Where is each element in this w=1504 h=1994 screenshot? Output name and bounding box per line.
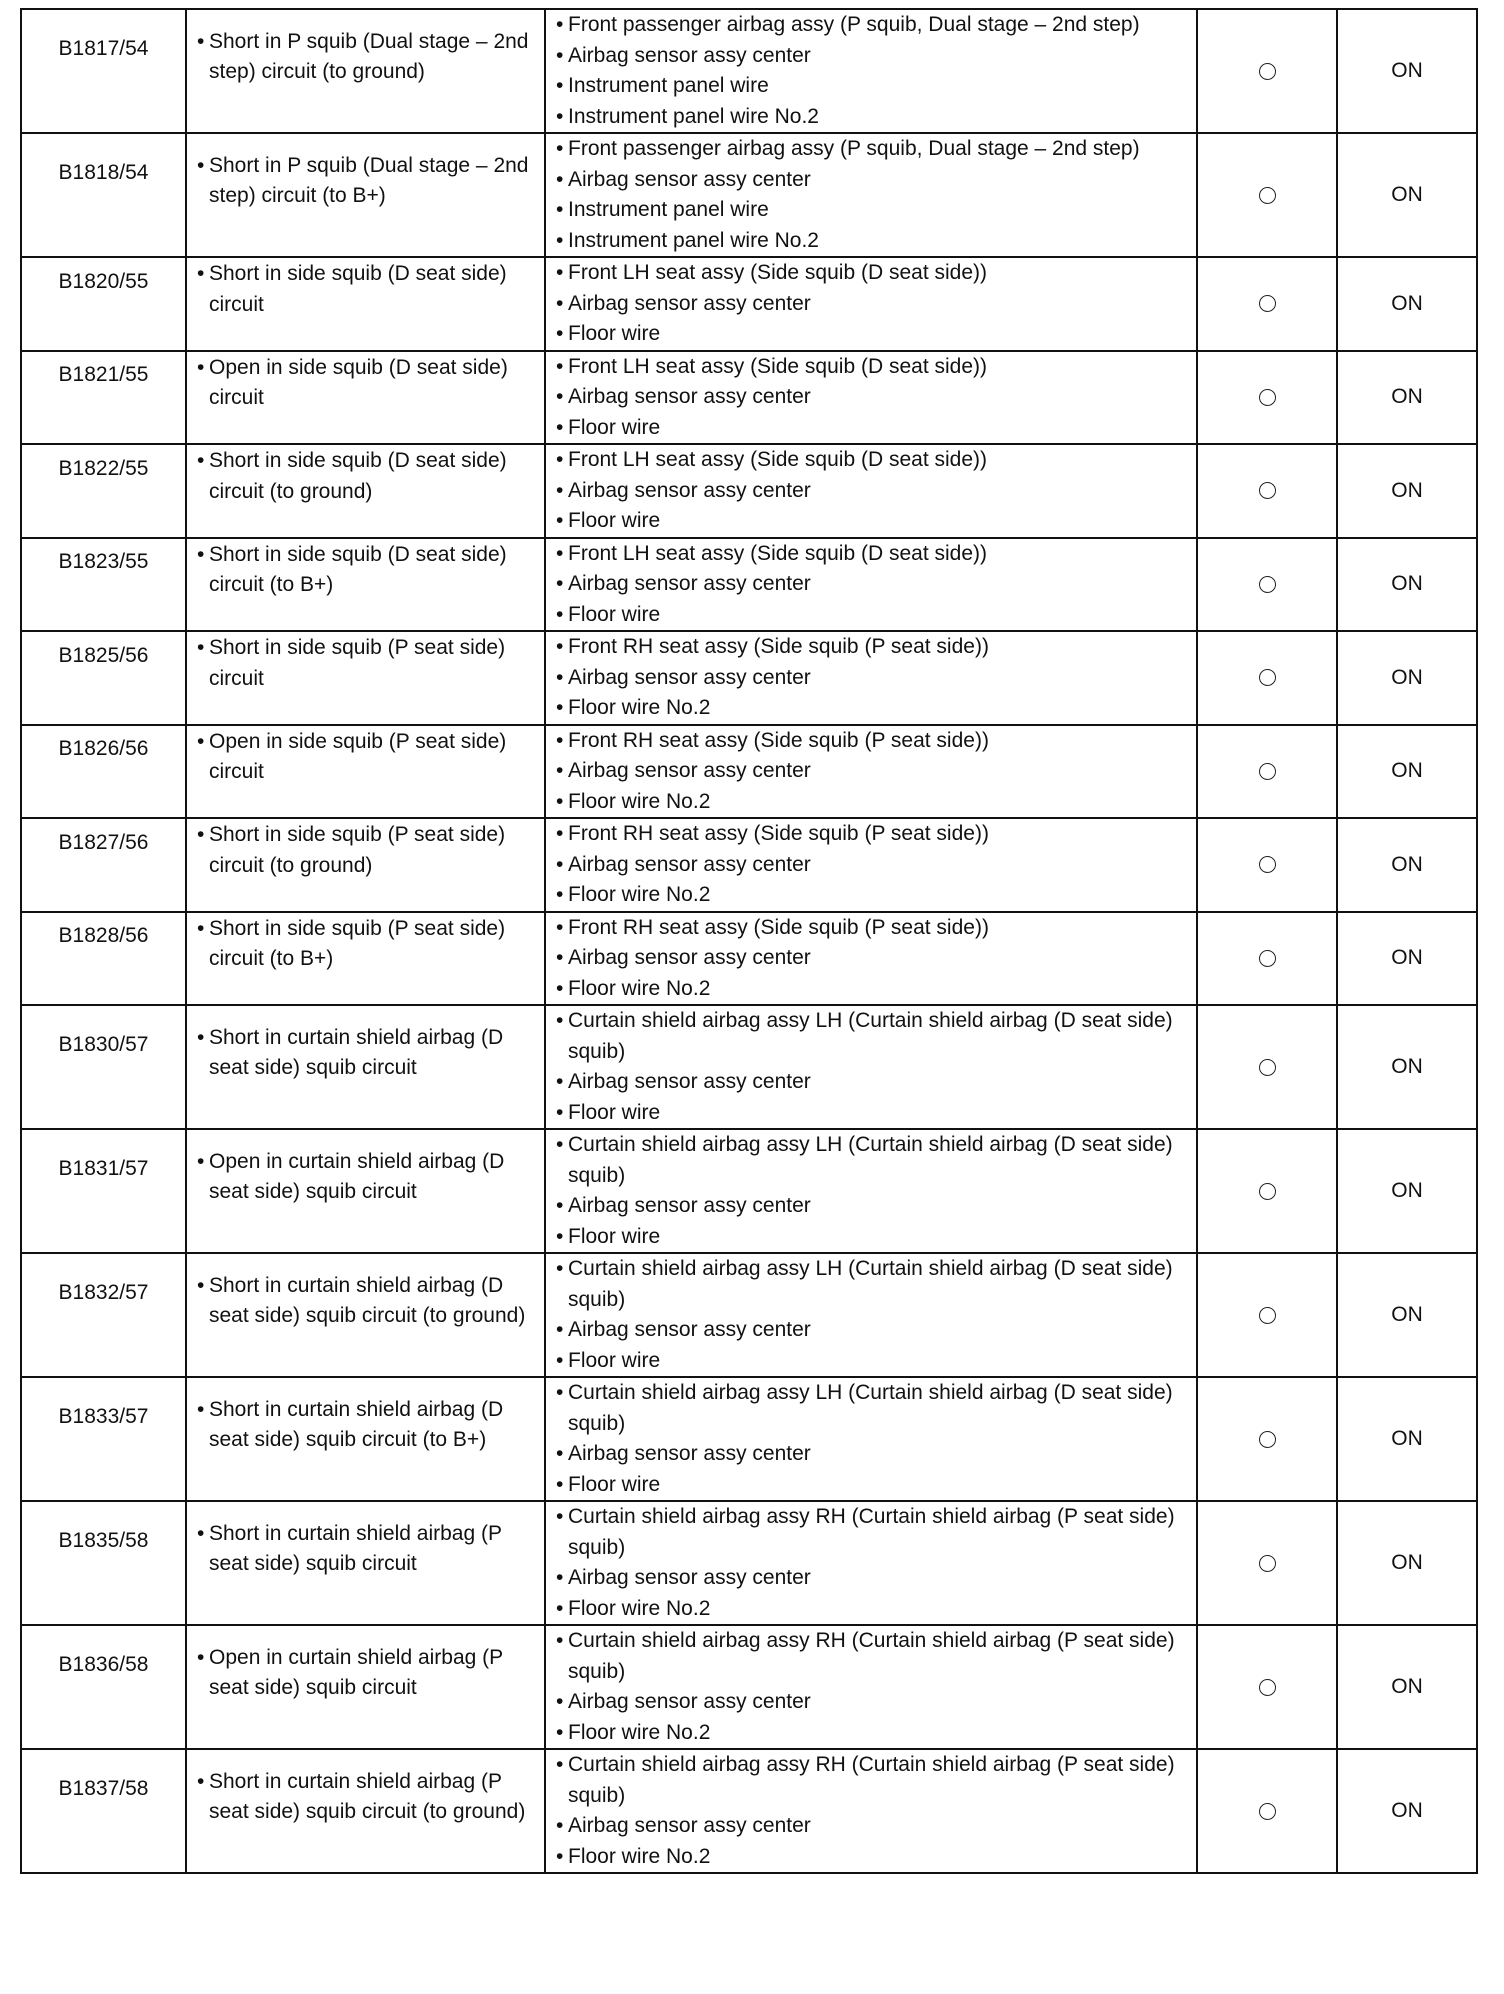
detection-list [197,151,534,240]
trouble-area-list [556,258,1186,350]
memory-value: ON [1391,58,1423,82]
dtc-code-cell [21,631,186,725]
detection-item-cell [186,631,545,725]
dtc-code-cell [21,725,186,819]
memory-cell [1337,725,1477,819]
table-row [21,1129,1477,1253]
trouble-area-item: • Airbag sensor assy center [556,41,1186,72]
detection-item-cell [186,1749,545,1873]
detection-list [197,820,534,909]
trouble-area-item: • Curtain shield airbag assy LH (Curtain shield airbag (D seat side) squib) [556,1006,1186,1067]
trouble-area-cell [545,818,1197,912]
trouble-area-list [556,1130,1186,1252]
table-row [21,1625,1477,1749]
detection-item-cell [186,351,545,445]
trouble-area-item: • Floor wire [556,319,1186,350]
memory-value: ON [1391,665,1423,689]
trouble-area-cell [545,631,1197,725]
trouble-area-item: • Front LH seat assy (Side squib (D seat side)) [556,539,1186,570]
trouble-area-item: • Airbag sensor assy center [556,1687,1186,1718]
trouble-area-item: • Airbag sensor assy center [556,663,1186,694]
dtc-code: B1830/57 [58,1032,149,1056]
circle-mark-icon [1259,1803,1276,1820]
dtc-code-cell [21,818,186,912]
memory-cell [1337,1377,1477,1501]
table-row [21,1005,1477,1129]
table-row [21,538,1477,632]
trouble-area-item: • Airbag sensor assy center [556,476,1186,507]
trouble-area-cell [545,444,1197,538]
trouble-area-item: • Airbag sensor assy center [556,1563,1186,1594]
dtc-code: B1825/56 [58,643,149,667]
memory-cell [1337,133,1477,257]
trouble-area-list [556,1254,1186,1376]
detection-list [197,633,534,722]
trouble-area-item: • Airbag sensor assy center [556,850,1186,881]
memory-cell [1337,538,1477,632]
detection-item-cell [186,818,545,912]
memory-cell [1337,1129,1477,1253]
trouble-area-list [556,1006,1186,1128]
dtc-code: B1820/55 [58,269,149,293]
memory-value: ON [1391,385,1423,408]
dtc-code: B1827/56 [58,830,149,854]
dtc-code: B1836/58 [58,1652,149,1676]
trouble-area-item: • Floor wire No.2 [556,787,1186,818]
detection-list [197,353,534,442]
dtc-code: B1817/54 [58,36,149,60]
trouble-area-item: • Curtain shield airbag assy RH (Curtain shield airbag (P seat side) squib) [556,1502,1186,1563]
dtc-code-cell [21,1377,186,1501]
memory-value: ON [1391,1550,1423,1574]
trouble-area-cell [545,1005,1197,1129]
trouble-area-item: • Floor wire No.2 [556,880,1186,911]
detection-item: • Short in curtain shield airbag (P seat side) squib circuit [197,1519,534,1580]
detection-list [197,1519,534,1608]
circle-mark-icon [1259,482,1276,499]
trouble-area-item: • Instrument panel wire [556,195,1186,226]
warning-light-cell [1197,912,1337,1006]
table-row [21,444,1477,538]
dtc-code-cell [21,1253,186,1377]
memory-cell [1337,912,1477,1006]
trouble-area-item: • Curtain shield airbag assy LH (Curtain shield airbag (D seat side) squib) [556,1130,1186,1191]
dtc-code-cell [21,9,186,133]
circle-mark-icon [1259,763,1276,780]
warning-light-cell [1197,725,1337,819]
trouble-area-item: • Floor wire [556,1470,1186,1501]
trouble-area-item: • Floor wire [556,1222,1186,1253]
table-row [21,818,1477,912]
memory-value: ON [1391,852,1423,876]
memory-value: ON [1391,1054,1423,1078]
memory-cell [1337,351,1477,445]
table-row [21,1501,1477,1625]
warning-light-cell [1197,818,1337,912]
warning-light-cell [1197,1749,1337,1873]
memory-cell [1337,9,1477,133]
trouble-area-item: • Instrument panel wire [556,71,1186,102]
circle-mark-icon [1259,576,1276,593]
circle-mark-icon [1259,389,1276,406]
table-row [21,1377,1477,1501]
circle-mark-icon [1259,187,1276,204]
memory-cell [1337,1749,1477,1873]
trouble-area-item: • Floor wire No.2 [556,1594,1186,1625]
dtc-code-cell [21,257,186,351]
trouble-area-item: • Front RH seat assy (Side squib (P seat side)) [556,819,1186,850]
circle-mark-icon [1259,856,1276,873]
trouble-area-item: • Front LH seat assy (Side squib (D seat side)) [556,445,1186,476]
trouble-area-item: • Front RH seat assy (Side squib (P seat side)) [556,913,1186,944]
trouble-area-cell [545,257,1197,351]
detection-item-cell [186,1253,545,1377]
memory-cell [1337,1253,1477,1377]
detection-item: • Open in curtain shield airbag (P seat side) squib circuit [197,1643,534,1704]
dtc-code: B1833/57 [58,1404,149,1428]
trouble-area-item: • Floor wire No.2 [556,974,1186,1005]
detection-list [197,1767,534,1856]
dtc-code-cell [21,444,186,538]
circle-mark-icon [1259,1307,1276,1324]
detection-item: • Short in side squib (P seat side) circuit (to B+) [197,914,534,975]
detection-item-cell [186,912,545,1006]
memory-value: ON [1391,759,1423,782]
dtc-table-body [21,9,1477,1873]
detection-item-cell [186,1501,545,1625]
memory-value: ON [1391,1798,1423,1822]
dtc-code: B1821/55 [58,363,149,386]
trouble-area-item: • Front LH seat assy (Side squib (D seat side)) [556,258,1186,289]
detection-item-cell [186,725,545,819]
dtc-code-cell [21,1749,186,1873]
trouble-area-list [556,1502,1186,1624]
detection-item: • Short in P squib (Dual stage – 2nd step) circuit (to ground) [197,27,534,88]
warning-light-cell [1197,1625,1337,1749]
trouble-area-cell [545,725,1197,819]
table-row [21,725,1477,819]
trouble-area-list [556,539,1186,631]
trouble-area-item: • Curtain shield airbag assy LH (Curtain shield airbag (D seat side) squib) [556,1254,1186,1315]
warning-light-cell [1197,1501,1337,1625]
detection-item: • Open in curtain shield airbag (D seat side) squib circuit [197,1147,534,1208]
memory-value: ON [1391,1178,1423,1202]
detection-list [197,914,534,1003]
warning-light-cell [1197,1005,1337,1129]
detection-list [197,1395,534,1484]
trouble-area-cell [545,1749,1197,1873]
memory-value: ON [1391,1674,1423,1698]
trouble-area-item: • Airbag sensor assy center [556,943,1186,974]
table-row [21,912,1477,1006]
detection-item: • Short in curtain shield airbag (P seat side) squib circuit (to ground) [197,1767,534,1828]
trouble-area-cell [545,1253,1197,1377]
detection-list [197,540,534,629]
table-row [21,133,1477,257]
dtc-code: B1823/55 [58,550,149,573]
warning-light-cell [1197,9,1337,133]
table-row [21,257,1477,351]
warning-light-cell [1197,631,1337,725]
trouble-area-item: • Airbag sensor assy center [556,1439,1186,1470]
warning-light-cell [1197,1129,1337,1253]
detection-item: • Short in curtain shield airbag (D seat side) squib circuit [197,1023,534,1084]
dtc-code: B1822/55 [58,456,149,480]
warning-light-cell [1197,351,1337,445]
trouble-area-item: • Airbag sensor assy center [556,289,1186,320]
memory-cell [1337,1005,1477,1129]
trouble-area-cell [545,1501,1197,1625]
dtc-code-cell [21,1625,186,1749]
dtc-code-cell [21,1005,186,1129]
dtc-code: B1837/58 [58,1776,149,1800]
trouble-area-list [556,632,1186,724]
detection-list [197,1147,534,1236]
trouble-area-item: • Floor wire [556,600,1186,631]
trouble-area-item: • Floor wire [556,413,1186,444]
memory-cell [1337,1501,1477,1625]
memory-value: ON [1391,182,1423,206]
memory-cell [1337,257,1477,351]
table-row [21,9,1477,133]
trouble-area-cell [545,133,1197,257]
trouble-area-cell [545,1129,1197,1253]
memory-cell [1337,1625,1477,1749]
trouble-area-list [556,913,1186,1005]
trouble-area-item: • Airbag sensor assy center [556,569,1186,600]
detection-list [197,727,534,816]
dtc-code: B1832/57 [58,1280,149,1304]
memory-value: ON [1391,1302,1423,1326]
detection-item: • Short in side squib (D seat side) circuit (to B+) [197,540,534,601]
detection-list [197,27,534,116]
trouble-area-cell [545,351,1197,445]
detection-item: • Open in side squib (P seat side) circuit [197,727,534,788]
circle-mark-icon [1259,1431,1276,1448]
memory-cell [1337,631,1477,725]
trouble-area-list [556,445,1186,537]
trouble-area-item: • Floor wire No.2 [556,1718,1186,1749]
memory-value: ON [1391,572,1423,595]
detection-list [197,1271,534,1360]
warning-light-cell [1197,538,1337,632]
trouble-area-item: • Floor wire No.2 [556,1842,1186,1873]
trouble-area-item: • Airbag sensor assy center [556,756,1186,787]
trouble-area-cell [545,9,1197,133]
circle-mark-icon [1259,295,1276,312]
detection-item-cell [186,1005,545,1129]
circle-mark-icon [1259,1059,1276,1076]
dtc-code: B1818/54 [58,160,149,184]
detection-item: • Short in side squib (P seat side) circuit (to ground) [197,820,534,881]
trouble-area-item: • Curtain shield airbag assy RH (Curtain shield airbag (P seat side) squib) [556,1750,1186,1811]
circle-mark-icon [1259,669,1276,686]
memory-cell [1337,444,1477,538]
trouble-area-item: • Airbag sensor assy center [556,1067,1186,1098]
dtc-code: B1831/57 [58,1156,149,1180]
detection-list [197,1023,534,1112]
trouble-area-item: • Curtain shield airbag assy RH (Curtain shield airbag (P seat side) squib) [556,1626,1186,1687]
trouble-area-cell [545,1377,1197,1501]
memory-value: ON [1391,946,1423,969]
trouble-area-item: • Instrument panel wire No.2 [556,226,1186,257]
trouble-area-item: • Front RH seat assy (Side squib (P seat side)) [556,632,1186,663]
circle-mark-icon [1259,1183,1276,1200]
circle-mark-icon [1259,1555,1276,1572]
memory-cell [1337,818,1477,912]
trouble-area-item: • Floor wire No.2 [556,693,1186,724]
trouble-area-list [556,1378,1186,1500]
trouble-area-cell [545,538,1197,632]
detection-item: • Short in P squib (Dual stage – 2nd step) circuit (to B+) [197,151,534,212]
trouble-area-item: • Instrument panel wire No.2 [556,102,1186,133]
detection-item-cell [186,1377,545,1501]
detection-list [197,1643,534,1732]
trouble-area-item: • Front LH seat assy (Side squib (D seat side)) [556,352,1186,383]
dtc-code-cell [21,538,186,632]
dtc-code-cell [21,1129,186,1253]
trouble-area-item: • Floor wire [556,506,1186,537]
detection-list [197,446,534,535]
warning-light-cell [1197,133,1337,257]
trouble-area-item: • Airbag sensor assy center [556,1811,1186,1842]
dtc-code-cell [21,912,186,1006]
circle-mark-icon [1259,1679,1276,1696]
warning-light-cell [1197,257,1337,351]
detection-item: • Short in curtain shield airbag (D seat side) squib circuit (to ground) [197,1271,534,1332]
trouble-area-item: • Floor wire [556,1346,1186,1377]
table-row [21,631,1477,725]
trouble-area-list [556,1626,1186,1748]
trouble-area-item: • Airbag sensor assy center [556,165,1186,196]
trouble-area-cell [545,912,1197,1006]
trouble-area-list [556,10,1186,132]
detection-item: • Short in side squib (P seat side) circuit [197,633,534,694]
trouble-area-list [556,352,1186,444]
detection-item-cell [186,1625,545,1749]
warning-light-cell [1197,444,1337,538]
detection-item: • Short in curtain shield airbag (D seat side) squib circuit (to B+) [197,1395,534,1456]
circle-mark-icon [1259,950,1276,967]
dtc-code: B1826/56 [58,737,149,760]
detection-item-cell [186,9,545,133]
dtc-code: B1835/58 [58,1528,149,1552]
warning-light-cell [1197,1377,1337,1501]
detection-item: • Open in side squib (D seat side) circuit [197,353,534,414]
warning-light-cell [1197,1253,1337,1377]
trouble-area-list [556,819,1186,911]
trouble-area-item: • Front RH seat assy (Side squib (P seat side)) [556,726,1186,757]
table-row [21,1749,1477,1873]
dtc-table [20,8,1478,1874]
trouble-area-item: • Airbag sensor assy center [556,1315,1186,1346]
memory-value: ON [1391,1426,1423,1450]
trouble-area-item: • Airbag sensor assy center [556,382,1186,413]
dtc-code-cell [21,351,186,445]
detection-item-cell [186,1129,545,1253]
circle-mark-icon [1259,63,1276,80]
table-row [21,351,1477,445]
dtc-code: B1828/56 [58,924,149,947]
detection-item: • Short in side squib (D seat side) circuit [197,259,534,320]
memory-value: ON [1391,291,1423,315]
detection-item-cell [186,133,545,257]
trouble-area-item: • Front passenger airbag assy (P squib, Dual stage – 2nd step) [556,10,1186,41]
trouble-area-list [556,134,1186,256]
trouble-area-cell [545,1625,1197,1749]
trouble-area-list [556,1750,1186,1872]
detection-list [197,259,534,348]
detection-item-cell [186,257,545,351]
dtc-code-cell [21,133,186,257]
trouble-area-item: • Curtain shield airbag assy LH (Curtain shield airbag (D seat side) squib) [556,1378,1186,1439]
trouble-area-item: • Front passenger airbag assy (P squib, Dual stage – 2nd step) [556,134,1186,165]
trouble-area-list [556,726,1186,818]
trouble-area-item: • Floor wire [556,1098,1186,1129]
dtc-code-cell [21,1501,186,1625]
trouble-area-item: • Airbag sensor assy center [556,1191,1186,1222]
detection-item-cell [186,538,545,632]
detection-item: • Short in side squib (D seat side) circuit (to ground) [197,446,534,507]
memory-value: ON [1391,478,1423,502]
detection-item-cell [186,444,545,538]
table-row [21,1253,1477,1377]
